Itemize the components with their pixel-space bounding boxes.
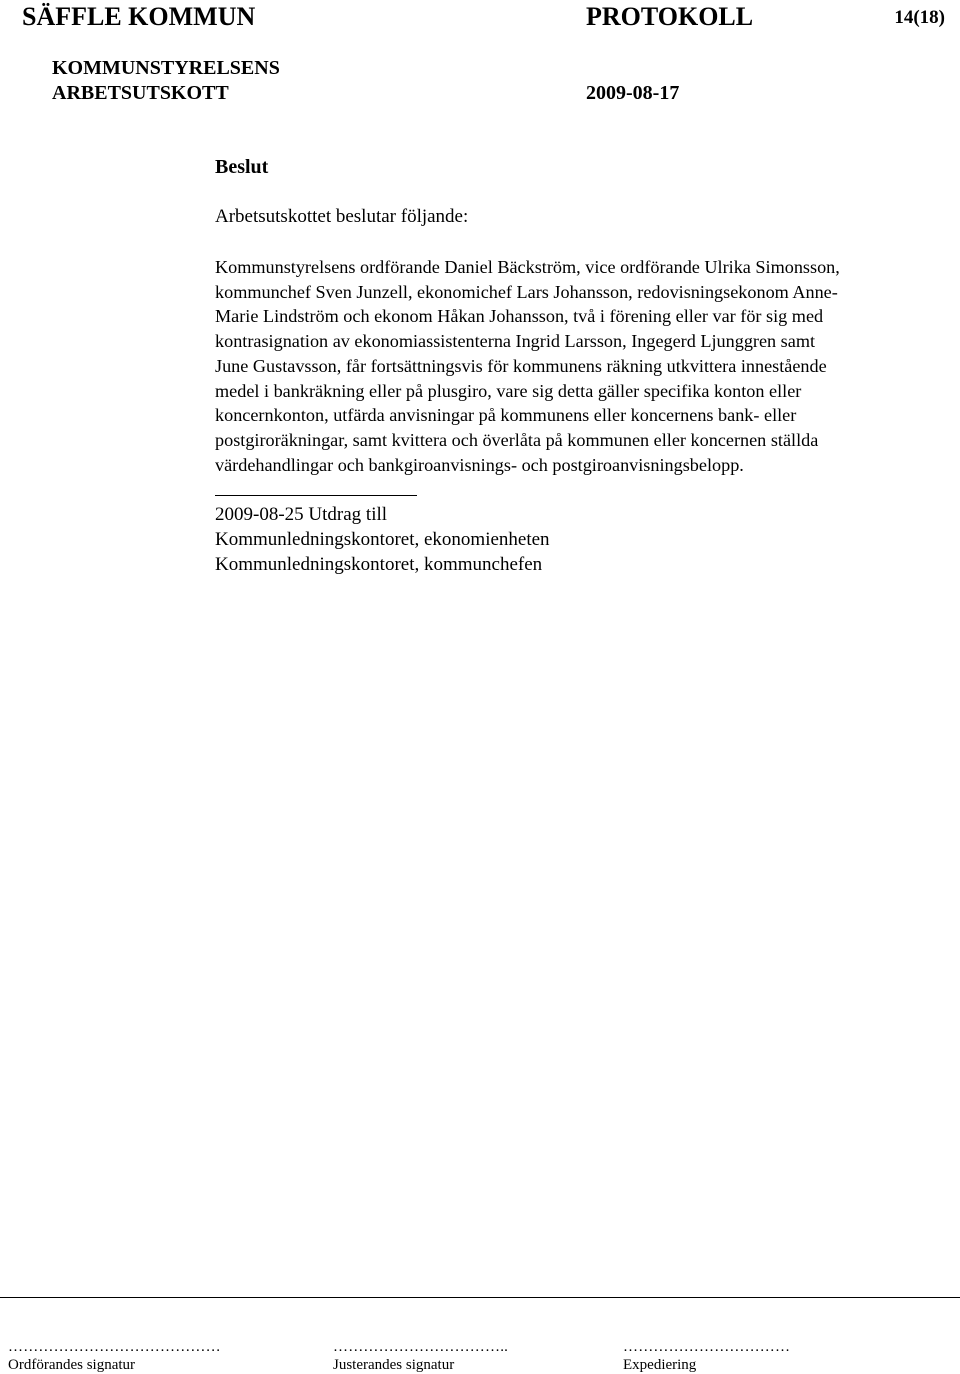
footer-divider [0, 1297, 960, 1298]
decision-line: medel i bankräkning eller på plusgiro, vare sig detta gäller specifika konton eller [215, 380, 802, 401]
decision-intro: Arbetsutskottet beslutar följande: [215, 206, 469, 227]
decision-line: kontrasignation av ekonomiassistenterna Ingrid Larsson, Ingegerd Ljunggren samt [215, 331, 816, 352]
decision-line: kommunchef Sven Junzell, ekonomichef Lars Johansson, redovisningsekonom Anne- [215, 281, 838, 302]
section-heading: Beslut [215, 156, 269, 178]
extract-recipient: Kommunledningskontoret, ekonomienheten [215, 529, 550, 550]
decision-line: koncernkonton, utfärda anvisningar på kommunens eller koncernens bank- eller [215, 405, 797, 426]
committee-name-line1: KOMMUNSTYRELSENS [52, 57, 280, 79]
decision-paragraph [215, 255, 957, 477]
adjuster-signature-label: Justerandes signatur [333, 1357, 455, 1373]
extract-distribution [215, 502, 550, 577]
decision-line: Kommunstyrelsens ordförande Daniel Bäckström, vice ordförande Ulrika Simonsson, [215, 257, 840, 277]
extract-date-line: 2009-08-25 Utdrag till [215, 504, 388, 525]
chair-signature-label: Ordförandes signatur [8, 1357, 136, 1373]
page-number: 14(18) [894, 7, 945, 28]
meeting-date: 2009-08-17 [586, 82, 680, 104]
municipality-name: SÄFFLE KOMMUN [22, 2, 256, 31]
extract-separator [215, 495, 417, 496]
decision-line: värdehandlingar och bankgiroanvisnings- och postgiroanvisningsbelopp. [215, 454, 744, 475]
adjuster-signature-line: …………………………….. [333, 1339, 509, 1355]
decision-line: June Gustavsson, får fortsättningsvis för kommunens räkning utkvittera innestående [215, 355, 827, 376]
extract-recipient: Kommunledningskontoret, kommunchefen [215, 554, 543, 575]
committee-name-line2: ARBETSUTSKOTT [52, 82, 229, 104]
decision-line: Marie Lindström och ekonom Håkan Johansson, två i förening eller var för sig med [215, 306, 824, 327]
decision-line: postgiroräkningar, samt kvittera och överlåta på kommunen eller koncernen ställda [215, 429, 819, 450]
chair-signature-line: …………………………………… [8, 1339, 221, 1355]
document-type: PROTOKOLL [586, 2, 754, 31]
dispatch-signature-line: …………………………… [623, 1339, 791, 1355]
dispatch-label: Expediering [623, 1357, 697, 1373]
